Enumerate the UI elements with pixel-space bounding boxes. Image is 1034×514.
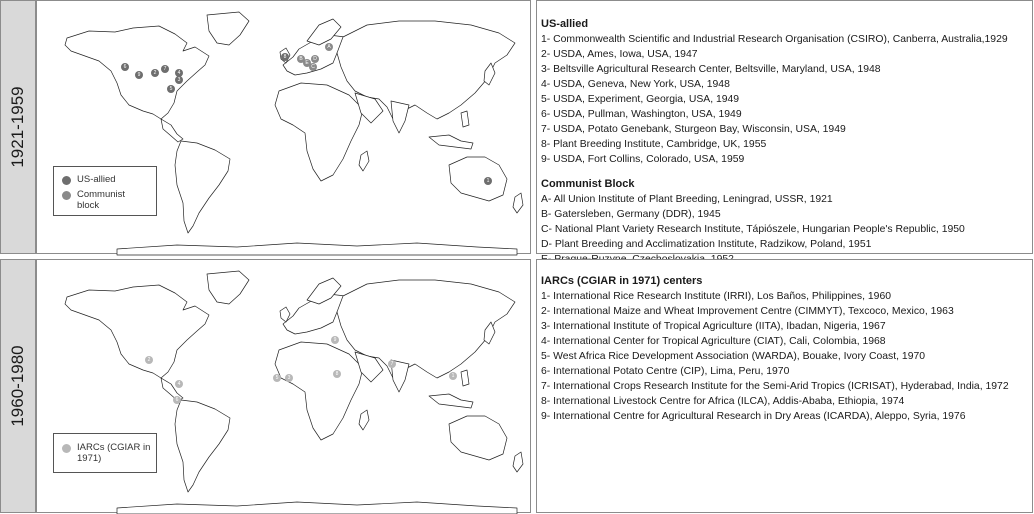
svg-text:4: 4 (177, 381, 181, 387)
marker-iarc-4[interactable] (175, 380, 183, 388)
list-item: D- Plant Breeding and Acclimatization Institute, Radzikow, Poland, 1951 (541, 239, 872, 250)
svg-text:7: 7 (390, 361, 394, 367)
list-item: 3- Beltsville Agricultural Research Center, Beltsville, Maryland, USA, 1948 (541, 64, 881, 75)
list-item: 8- International Livestock Centre for Africa (ILCA), Addis-Ababa, Ethiopia, 1974 (541, 396, 905, 407)
svg-text:E: E (305, 60, 309, 66)
marker-comm-d[interactable] (311, 55, 319, 63)
list-item: 7- USDA, Potato Genebank, Sturgeon Bay, Wisconsin, USA, 1949 (541, 124, 846, 135)
legend-dot-us-allied (62, 176, 71, 185)
svg-text:3: 3 (287, 375, 291, 381)
svg-text:3: 3 (177, 77, 181, 83)
marker-us-5[interactable] (167, 85, 175, 93)
list-panel-1960-1980 (536, 259, 1033, 513)
svg-text:4: 4 (177, 70, 181, 76)
marker-iarc-3[interactable] (285, 374, 293, 382)
marker-comm-c[interactable] (309, 63, 317, 71)
list-item: 5- USDA, Experiment, Georgia, USA, 1949 (541, 94, 740, 105)
svg-text:B: B (299, 56, 303, 62)
svg-text:D: D (313, 56, 317, 62)
heading-us-allied: US-allied (541, 18, 589, 30)
svg-text:A: A (327, 44, 331, 50)
legend-item-us-allied: US-allied (62, 174, 116, 185)
list-item: 2- International Maize and Wheat Improvement Centre (CIMMYT), Texcoco, Mexico, 1963 (541, 306, 954, 317)
list-item: 7- International Crops Research Institute for the Semi-Arid Tropics (ICRISAT), Hyderabad, India, 1972 (541, 381, 1009, 392)
svg-text:8: 8 (335, 371, 339, 377)
list-item: B- Gatersleben, Germany (DDR), 1945 (541, 209, 721, 220)
list-item: 4- USDA, Geneva, New York, USA, 1948 (541, 79, 730, 90)
map-1960-1980 (36, 259, 531, 513)
marker-us-3[interactable] (175, 76, 183, 84)
marker-us-9[interactable] (135, 71, 143, 79)
legend-dot-iarcs (62, 444, 71, 453)
list-panel-1921-1959 (536, 0, 1033, 254)
marker-us-7[interactable] (161, 65, 169, 73)
legend-dot-communist (62, 191, 71, 200)
land-outlines (65, 12, 523, 255)
list-item: C- National Plant Variety Research Institute, Tápiószele, Hungarian People's Republic, 1950 (541, 224, 965, 235)
svg-text:8: 8 (283, 54, 287, 60)
map-1921-1959 (36, 0, 531, 254)
marker-us-1[interactable] (484, 177, 492, 185)
legend-item-communist: Communist block (62, 189, 152, 211)
land-outlines (65, 271, 523, 514)
heading-iarcs: IARCs (CGIAR in 1971) centers (541, 275, 703, 287)
marker-iarc-6[interactable] (173, 396, 181, 404)
svg-text:2: 2 (153, 70, 157, 76)
world-map-1960-1980 (37, 260, 532, 514)
marker-us-8[interactable] (281, 53, 289, 61)
svg-text:2: 2 (147, 357, 151, 363)
list-item: 8- Plant Breeding Institute, Cambridge, UK, 1955 (541, 139, 767, 150)
period-label-1921-1959: 1921-1959 (0, 0, 36, 254)
svg-text:9: 9 (137, 72, 141, 78)
list-item: 9- International Centre for Agricultural Research in Dry Areas (ICARDA), Aleppo, Syria, 1976 (541, 411, 966, 422)
marker-us-4[interactable] (175, 69, 183, 77)
list-item: 1- Commonwealth Scientific and Industrial Research Organisation (CSIRO), Canberra, Australia,1929 (541, 34, 1008, 45)
list-item: 2- USDA, Ames, Iowa, USA, 1947 (541, 49, 698, 60)
period-label-1960-1980: 1960-1980 (0, 259, 36, 513)
list-item: 3- International Institute of Tropical Agriculture (IITA), Ibadan, Nigeria, 1967 (541, 321, 886, 332)
marker-comm-a[interactable] (325, 43, 333, 51)
svg-text:6: 6 (123, 64, 127, 70)
list-item: A- All Union Institute of Plant Breeding, Leningrad, USSR, 1921 (541, 194, 833, 205)
marker-iarc-5[interactable] (273, 374, 281, 382)
svg-text:6: 6 (175, 397, 179, 403)
marker-iarc-1[interactable] (449, 372, 457, 380)
list-item: 6- USDA, Pullman, Washington, USA, 1949 (541, 109, 742, 120)
list-item: 6- International Potato Centre (CIP), Lima, Peru, 1970 (541, 366, 790, 377)
list-item: 4- International Center for Tropical Agriculture (CIAT), Cali, Colombia, 1968 (541, 336, 886, 347)
marker-iarc-7[interactable] (388, 360, 396, 368)
list-item: 1- International Rice Research Institute (IRRI), Los Baños, Philippines, 1960 (541, 291, 891, 302)
svg-text:7: 7 (163, 66, 167, 72)
marker-iarc-8[interactable] (333, 370, 341, 378)
svg-text:5: 5 (169, 86, 173, 92)
legend-1960-1980 (53, 433, 157, 473)
marker-iarc-9[interactable] (331, 336, 339, 344)
svg-text:1: 1 (486, 178, 490, 184)
list-item: 9- USDA, Fort Collins, Colorado, USA, 1959 (541, 154, 745, 165)
svg-text:C: C (311, 64, 315, 70)
svg-text:9: 9 (333, 337, 337, 343)
world-map-1921-1959 (37, 1, 532, 255)
legend-1921-1959 (53, 166, 157, 216)
heading-communist-block: Communist Block (541, 178, 635, 190)
svg-text:5: 5 (275, 375, 279, 381)
svg-text:1: 1 (451, 373, 455, 379)
legend-item-iarcs: IARCs (CGIAR in 1971) (62, 442, 154, 464)
marker-us-2[interactable] (151, 69, 159, 77)
marker-us-6[interactable] (121, 63, 129, 71)
marker-iarc-2[interactable] (145, 356, 153, 364)
list-item: 5- West Africa Rice Development Association (WARDA), Bouake, Ivory Coast, 1970 (541, 351, 926, 362)
